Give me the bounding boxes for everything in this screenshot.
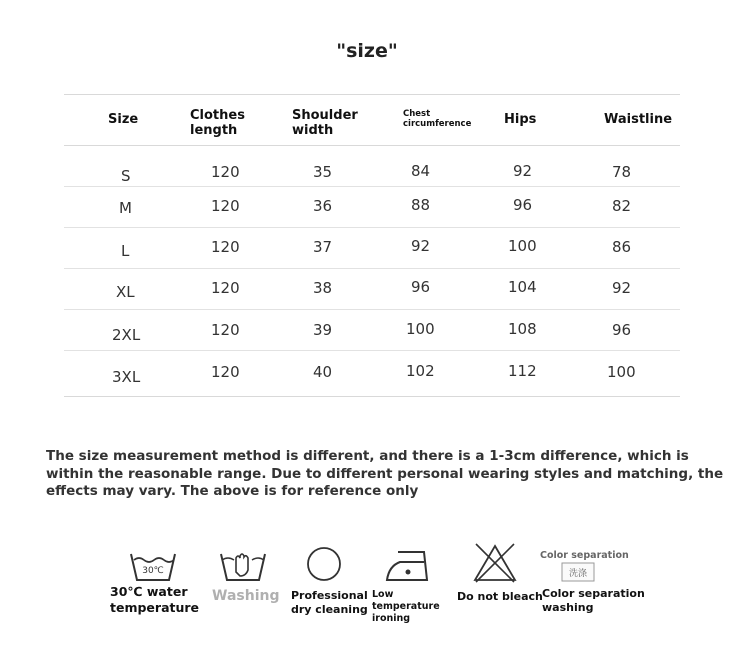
cell-hips: 104 [508,278,537,296]
care-label-washing: Washing [212,588,280,604]
header-hips: Hips [504,112,537,127]
cell-waistline: 96 [612,321,632,339]
size-table [64,94,680,397]
cell-chest: 96 [411,278,431,296]
iron-low-icon [384,544,430,584]
cell-shoulder-width: 38 [313,279,333,297]
care-label-color-separation: Color separation washing [542,587,645,614]
care-label-low-temp-ironing: Low temperature ironing [372,589,440,624]
hand-wash-icon [218,548,268,584]
care-label-dry-cleaning: Professional dry cleaning [291,589,368,616]
cell-waistline: 78 [612,163,632,181]
cell-waistline: 100 [607,363,636,381]
cell-size: XL [116,283,135,301]
size-disclaimer: The size measurement method is different, and there is a 1-3cm difference, which is within the reasonable range. Due to different personal wearing styles and matching, the effects may vary. The above is for reference only [46,448,724,499]
table-row [64,146,680,187]
cell-clothes-length: 120 [211,321,240,339]
table-header [64,94,680,146]
cell-shoulder-width: 39 [313,321,333,339]
header-size: Size [108,112,139,127]
table-row [64,310,680,351]
cell-shoulder-width: 40 [313,363,333,381]
page-title: "size" [336,40,398,62]
care-label-do-not-bleach: Do not bleach [457,590,543,603]
table-row [64,351,680,397]
cell-clothes-length: 120 [211,163,240,181]
cell-hips: 100 [508,237,537,255]
cell-chest: 88 [411,196,431,214]
cell-chest: 102 [406,362,435,380]
cell-shoulder-width: 36 [313,197,333,215]
table-row [64,187,680,228]
color-separation-icon-caption: Color separation [540,550,629,561]
color-separation-icon-text: 洗涤 [568,569,588,579]
wash-30-icon-text: 30℃ [142,566,164,576]
cell-size: 3XL [112,368,141,386]
cell-hips: 92 [513,162,533,180]
cell-size: L [121,242,130,260]
cell-shoulder-width: 35 [313,163,333,181]
no-bleach-icon [472,542,518,584]
cell-shoulder-width: 37 [313,238,333,256]
dry-clean-icon [305,546,345,584]
table-row [64,269,680,310]
header-shoulder-width: Shoulder width [292,108,358,138]
cell-chest: 100 [406,320,435,338]
cell-size: S [121,167,131,185]
color-separation-icon [561,562,597,584]
header-clothes-length: Clothes length [190,108,245,138]
cell-clothes-length: 120 [211,363,240,381]
table-row [64,228,680,269]
cell-hips: 112 [508,362,537,380]
cell-size: 2XL [112,326,141,344]
cell-hips: 96 [513,196,533,214]
cell-waistline: 82 [612,197,632,215]
cell-clothes-length: 120 [211,279,240,297]
cell-hips: 108 [508,320,537,338]
cell-clothes-length: 120 [211,238,240,256]
wash-30-icon [128,548,178,584]
cell-clothes-length: 120 [211,197,240,215]
care-label-water-temperature: 30℃ water temperature [110,584,200,615]
header-waistline: Waistline [604,112,673,127]
cell-waistline: 86 [612,238,632,256]
cell-chest: 84 [411,162,431,180]
header-chest-circumference: Chest circumference [403,109,472,129]
cell-chest: 92 [411,237,431,255]
cell-size: M [119,199,132,217]
cell-waistline: 92 [612,279,632,297]
